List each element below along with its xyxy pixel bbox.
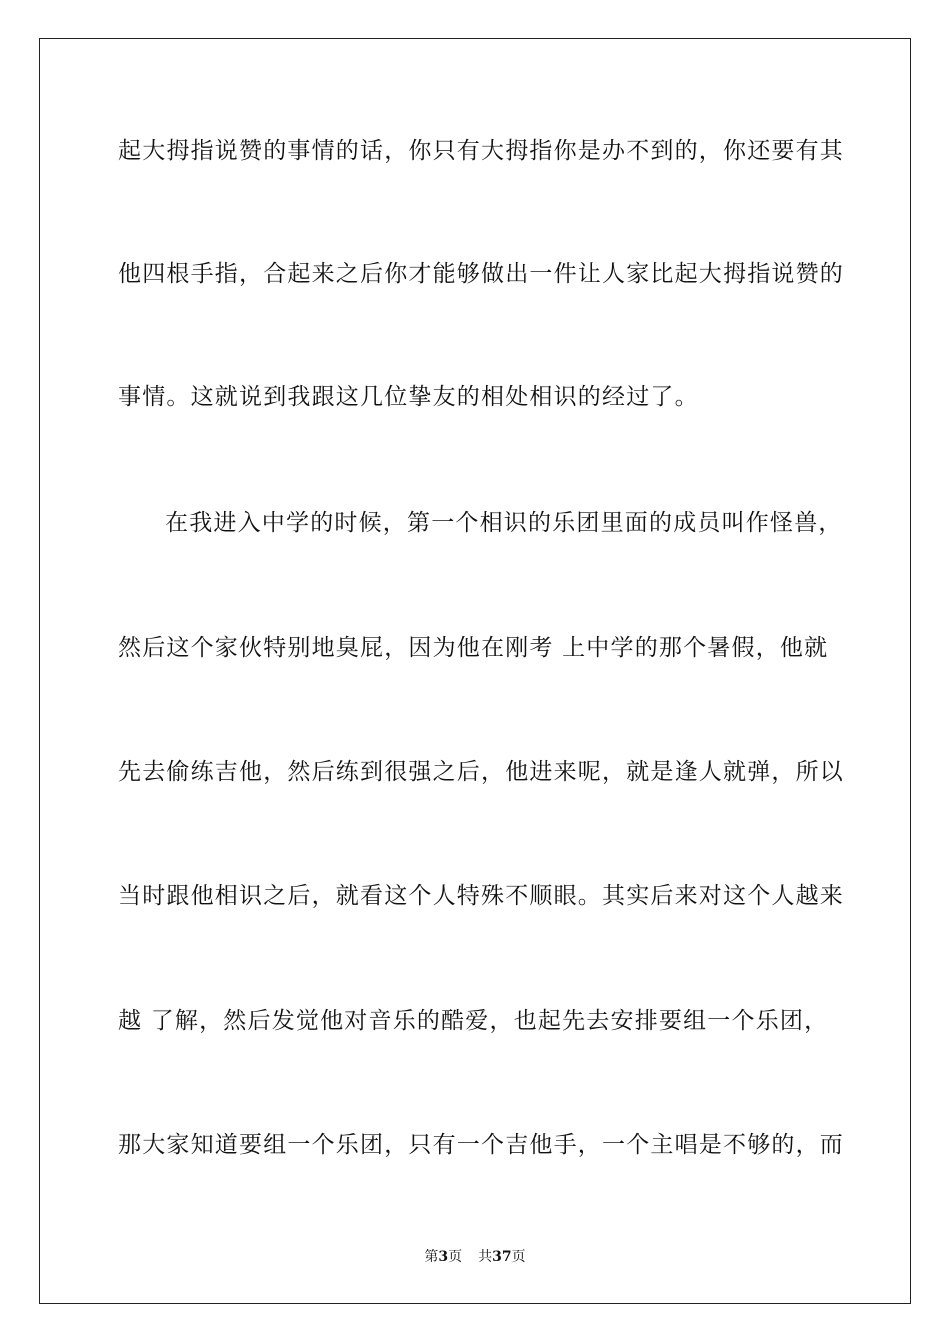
text-line-6: 先去偷练吉他，然后练到很强之后，他进来呢，就是逢人就弹，所以: [118, 759, 844, 785]
text-line-9: 那大家知道要组一个乐团，只有一个吉他手，一个主唱是不够的，而: [118, 1132, 844, 1158]
footer-page-number: 3: [438, 1249, 449, 1265]
footer-total-suffix: 页: [511, 1249, 526, 1265]
text-line-8: 越 了解，然后发觉他对音乐的酷爱，也起先去安排要组一个乐团，: [118, 1008, 829, 1034]
text-line-1: 起大拇指说赞的事情的话，你只有大拇指你是办不到的，你还要有其: [118, 138, 844, 164]
footer-page-prefix: 第: [424, 1249, 439, 1265]
text-line-4-paragraph-start: 在我进入中学的时候，第一个相识的乐团里面的成员叫作怪兽，: [165, 510, 843, 536]
text-line-7: 当时跟他相识之后，就看这个人特殊不顺眼。其实后来对这个人越来: [118, 883, 844, 909]
footer-page-suffix: 页: [448, 1249, 463, 1265]
footer-total-prefix: 共: [478, 1249, 493, 1265]
page-footer: [0, 1248, 950, 1266]
footer-total-number: 37: [492, 1249, 512, 1265]
text-line-2: 他四根手指，合起来之后你才能够做出一件让人家比起大拇指说赞的: [118, 261, 844, 287]
text-line-3: 事情。这就说到我跟这几位挚友的相处相识的经过了。: [118, 384, 699, 410]
text-line-5: 然后这个家伙特别地臭屁，因为他在刚考 上中学的那个暑假，他就: [118, 635, 829, 661]
page-border: [39, 38, 911, 1304]
